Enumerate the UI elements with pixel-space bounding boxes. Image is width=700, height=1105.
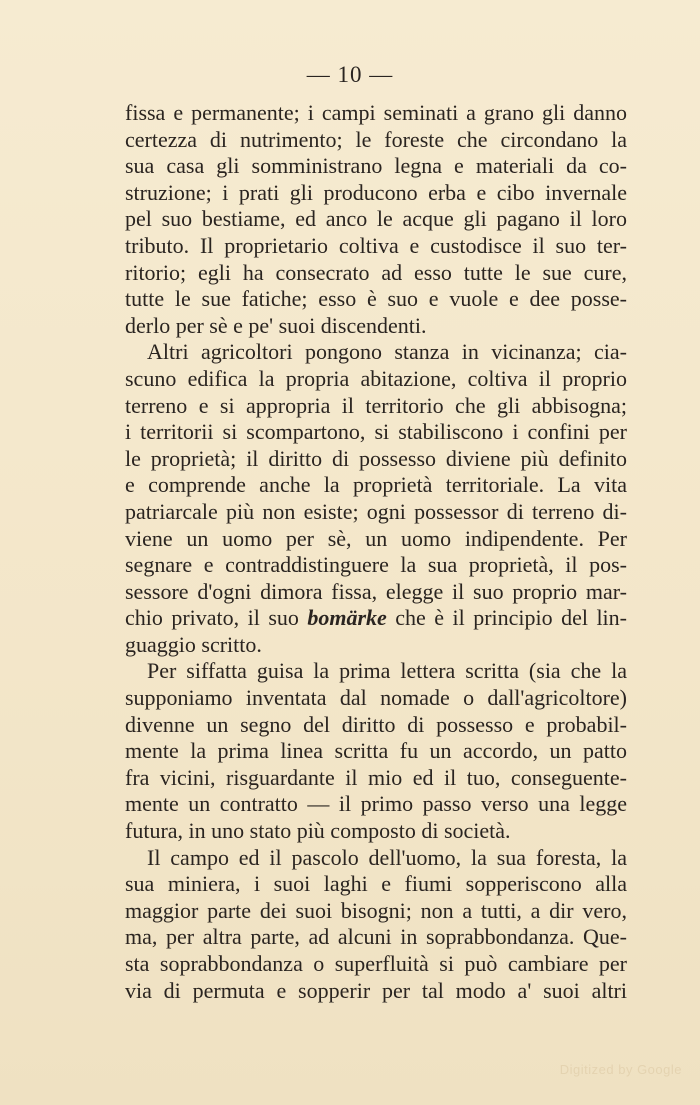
text-line: sua casa gli somministrano legna e materiali da co-	[125, 153, 627, 179]
text-line: sua miniera, i suoi laghi e fiumi sopperiscono alla	[125, 871, 627, 897]
text-line: fra vicini, risguardante il mio ed il tuo, conseguente-	[125, 764, 627, 790]
text-line: mente la prima linea scritta fu un accordo, un patto	[125, 738, 627, 764]
text-line: Altri agricoltori pongono stanza in vicinanza; cia-	[147, 339, 627, 365]
text-line: segnare e contraddistinguere la sua proprietà, il pos-	[125, 552, 627, 578]
text-line: struzione; i prati gli producono erba e cibo invernale	[125, 179, 627, 205]
text-line: tributo. Il proprietario coltiva e custodisce il suo ter-	[125, 232, 627, 258]
text-line: chio privato, il suo bomärke che è il principio del lin-	[125, 605, 627, 631]
text-line: viene un uomo per sè, un uomo indipendente. Per	[125, 525, 627, 551]
text-line: derlo per sè e pe' suoi discendenti.	[125, 312, 427, 338]
page-number: — 10 —	[306, 62, 394, 87]
text-line: Il campo ed il pascolo dell'uomo, la sua foresta, la	[147, 844, 627, 870]
text-line: guaggio scritto.	[125, 631, 262, 657]
text-line: divenne un segno del diritto di possesso e probabil-	[125, 711, 627, 737]
text-line: terreno e si appropria il territorio che gli abbisogna;	[125, 392, 627, 418]
text-line: Per siffatta guisa la prima lettera scritta (sia che la	[147, 658, 627, 684]
text-line: tutte le sue fatiche; esso è suo e vuole e dee posse-	[125, 286, 627, 312]
text-line: futura, in uno stato più composto di società.	[125, 818, 511, 844]
text-line: pel suo bestiame, ed anco le acque gli pagano il loro	[125, 206, 627, 232]
text-line: fissa e permanente; i campi seminati a grano gli danno	[125, 100, 627, 125]
text-line: sta soprabbondanza o superfluità si può cambiare per	[125, 951, 627, 976]
text-line: maggior parte dei suoi bisogni; non a tutti, a dir vero,	[125, 897, 627, 923]
body-text	[125, 100, 627, 1004]
text-line: scuno edifica la propria abitazione, coltiva il proprio	[125, 365, 627, 391]
text-line: mente un contratto — il primo passo verso una legge	[125, 791, 627, 817]
text-line: ritorio; egli ha consecrato ad esso tutte le sue cure,	[125, 259, 627, 285]
text-line: le proprietà; il diritto di possesso diviene più definito	[125, 445, 627, 471]
text-line: certezza di nutrimento; le foreste che circondano la	[125, 126, 627, 152]
text-line: patriarcale più non esiste; ogni possessor di terreno di-	[125, 498, 627, 524]
text-line: e comprende anche la proprietà territoriale. La vita	[125, 472, 627, 498]
text-line: i territorii si scompartono, si stabiliscono i confini per	[125, 419, 627, 445]
digitization-watermark: Digitized by Google	[559, 1062, 682, 1077]
text-line: supponiamo inventata dal nomade o dall'agricoltore)	[125, 685, 627, 711]
paragraph	[125, 339, 627, 658]
paragraph	[125, 100, 627, 339]
paragraph	[125, 658, 627, 844]
paragraph	[125, 845, 627, 1005]
text-line: sessore d'ogni dimora fissa, elegge il suo proprio mar-	[125, 578, 627, 604]
text-line: ma, per altra parte, ad alcuni in soprabbondanza. Que-	[125, 924, 627, 950]
text-line: via di permuta e sopperir per tal modo a' suoi altri	[125, 977, 627, 1003]
